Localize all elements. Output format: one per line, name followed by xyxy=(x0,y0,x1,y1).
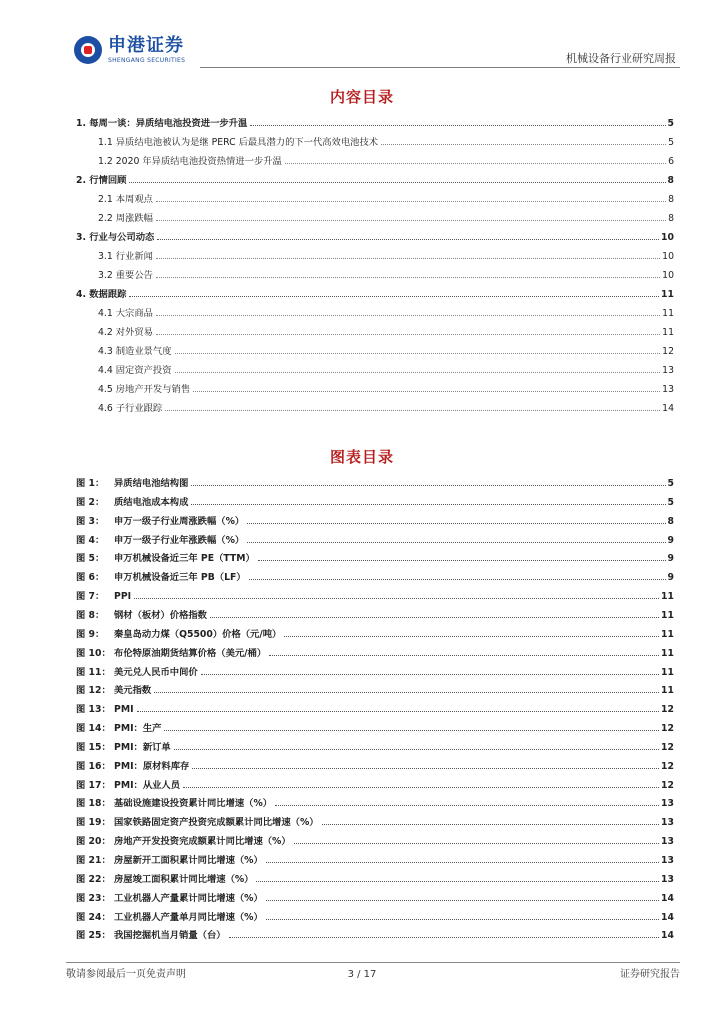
toc-entry[interactable] xyxy=(98,346,674,358)
toc-entry[interactable] xyxy=(76,175,674,187)
dot-leader xyxy=(275,804,659,806)
figure-entry-page: 9 xyxy=(667,534,674,546)
toc-entry[interactable] xyxy=(98,327,674,339)
figure-entry-label: 工业机器人产量累计同比增速（%） xyxy=(114,892,263,904)
figure-number: 图 14： xyxy=(76,723,111,735)
figure-entry[interactable] xyxy=(76,629,674,641)
figure-entry-page: 13 xyxy=(661,836,674,848)
figure-number: 图 24： xyxy=(76,911,111,923)
figure-number: 图 13： xyxy=(76,704,111,716)
figure-entry-label: 我国挖掘机当月销量（台） xyxy=(114,930,226,942)
toc-entry-label: 3.2 重要公告 xyxy=(98,270,153,281)
toc-entry-page: 11 xyxy=(662,308,674,319)
footer-disclaimer: 敬请参阅最后一页免责声明 xyxy=(66,969,186,980)
dot-leader xyxy=(156,314,660,316)
dot-leader xyxy=(156,257,660,259)
toc-entry-label: 1.2 2020 年异质结电池投资热情进一步升温 xyxy=(98,156,282,167)
dot-leader xyxy=(256,880,659,882)
figure-number: 图 18： xyxy=(76,798,111,810)
figure-entry-page: 11 xyxy=(661,628,674,640)
toc-entry-label: 4.1 大宗商品 xyxy=(98,308,153,319)
toc-entry-page: 5 xyxy=(667,118,674,129)
figure-number: 图 3： xyxy=(76,515,105,527)
toc-entry[interactable] xyxy=(76,118,674,130)
figure-number: 图 12： xyxy=(76,685,111,697)
dot-leader xyxy=(156,276,660,278)
toc-entry-label: 3.1 行业新闻 xyxy=(98,251,153,262)
figure-entry-label: 异质结电池结构图 xyxy=(114,478,189,489)
dot-leader xyxy=(294,842,659,844)
toc-entry[interactable] xyxy=(98,308,674,320)
toc-entry-label: 2. 行情回顾 xyxy=(76,175,127,186)
toc-entry-page: 13 xyxy=(662,384,674,395)
figure-entry-label: 美元兑人民币中间价 xyxy=(114,666,198,678)
figure-entry-label: PMI：从业人员 xyxy=(114,779,181,791)
dot-leader xyxy=(266,899,659,901)
toc-entry[interactable] xyxy=(98,213,674,225)
figure-entry-page: 8 xyxy=(667,515,674,527)
figure-entry-label: 秦皇岛动力煤（Q5500）价格（元/吨） xyxy=(114,628,282,640)
figure-entry-page: 9 xyxy=(667,553,674,565)
dot-leader xyxy=(269,654,659,656)
figure-entry-label: 房屋新开工面积累计同比增速（%） xyxy=(114,855,263,866)
page-number: 3 / 17 xyxy=(347,969,377,980)
toc-title: 内容目录 xyxy=(329,88,394,106)
figure-number: 图 9： xyxy=(76,628,105,640)
figure-entry-page: 14 xyxy=(661,892,674,904)
toc-entry[interactable] xyxy=(98,251,674,263)
dot-leader xyxy=(381,143,666,145)
figure-number: 图 1： xyxy=(76,478,105,489)
figure-entry-page: 13 xyxy=(661,798,674,810)
figure-entry[interactable] xyxy=(76,930,674,942)
figure-entry-label: PPI xyxy=(114,591,132,603)
figure-entry-page: 11 xyxy=(661,647,674,659)
toc-entry[interactable] xyxy=(76,232,674,244)
figure-number: 图 19： xyxy=(76,817,111,829)
toc-entry-page: 10 xyxy=(662,251,674,262)
toc-entry[interactable] xyxy=(98,137,674,149)
figure-entry-label: 国家铁路固定资产投资完成额累计同比增速（%） xyxy=(114,817,319,829)
page-header xyxy=(0,0,724,72)
dot-leader xyxy=(175,371,661,373)
figure-number: 图 25： xyxy=(76,930,111,942)
logo-emblem-icon xyxy=(74,36,102,64)
toc-entry-page: 12 xyxy=(662,346,674,357)
toc-entry-page: 10 xyxy=(661,232,674,243)
dot-leader xyxy=(258,559,666,561)
report-type: 机械设备行业研究周报 xyxy=(566,52,676,65)
figure-entry-label: 钢材（板材）价格指数 xyxy=(114,609,207,621)
toc-entry-label: 1. 每周一谈：异质结电池投资进一步升温 xyxy=(76,118,248,129)
toc-entry-page: 8 xyxy=(667,175,674,186)
figure-entry-page: 12 xyxy=(661,723,674,735)
figure-entry[interactable] xyxy=(76,798,674,810)
company-name-en: SHENGANG SECURITIES xyxy=(108,57,186,64)
figure-entry-page: 5 xyxy=(667,496,674,508)
figure-entry-label: 工业机器人产量单月同比增速（%） xyxy=(114,911,263,923)
toc-entry-label: 4.6 子行业跟踪 xyxy=(98,403,163,414)
dot-leader xyxy=(165,409,660,411)
figure-entry-page: 13 xyxy=(661,817,674,829)
dot-leader xyxy=(156,333,660,335)
header-divider xyxy=(200,67,680,68)
dot-leader xyxy=(129,181,665,183)
dot-leader xyxy=(285,162,666,164)
figure-entry[interactable] xyxy=(76,667,674,679)
figure-entry-label: PMI：生产 xyxy=(114,723,162,735)
figure-entry[interactable] xyxy=(76,912,674,924)
footer-report-label: 证券研究报告 xyxy=(620,969,680,980)
toc-entry-page: 14 xyxy=(662,403,674,414)
figure-number: 图 21： xyxy=(76,855,111,866)
figure-entry[interactable] xyxy=(76,780,674,792)
toc-entry-page: 13 xyxy=(662,365,674,376)
figure-entry-page: 11 xyxy=(661,609,674,621)
figure-entry-label: 申万机械设备近三年 PE（TTM） xyxy=(114,553,255,565)
dot-leader xyxy=(247,522,665,524)
figure-entry-page: 13 xyxy=(661,855,674,866)
figure-number: 图 11： xyxy=(76,666,111,678)
dot-leader xyxy=(129,295,659,297)
figure-entry-label: 房地产开发投资完成额累计同比增速（%） xyxy=(114,836,291,848)
company-name-cn: 申港证券 xyxy=(108,35,184,56)
dot-leader xyxy=(250,124,665,126)
figure-number: 图 22： xyxy=(76,873,111,885)
toc-entry-label: 2.1 本周观点 xyxy=(98,194,153,205)
dot-leader xyxy=(156,219,666,221)
toc-entry-label: 2.2 周涨跌幅 xyxy=(98,213,153,224)
figure-entry[interactable] xyxy=(76,610,674,622)
figure-list-title: 图表目录 xyxy=(329,448,394,466)
toc-entry-label: 1.1 异质结电池被认为是继 PERC 后最具潜力的下一代高效电池技术 xyxy=(98,137,379,148)
toc-entry-page: 10 xyxy=(662,270,674,281)
figure-entry-label: PMI xyxy=(114,704,134,716)
dot-leader xyxy=(229,936,659,938)
footer-divider xyxy=(66,962,680,963)
figure-entry-page: 12 xyxy=(661,760,674,772)
figure-entry-page: 11 xyxy=(661,685,674,697)
toc-entry-label: 4.5 房地产开发与销售 xyxy=(98,384,191,395)
dot-leader xyxy=(157,238,659,240)
toc-entry[interactable] xyxy=(98,194,674,206)
figure-number: 图 2： xyxy=(76,496,105,508)
company-logo xyxy=(74,36,199,70)
figure-entry[interactable] xyxy=(76,742,674,754)
figure-entry-label: 美元指数 xyxy=(114,685,152,697)
figure-entry[interactable] xyxy=(76,817,674,829)
dot-leader xyxy=(192,767,659,769)
dot-leader xyxy=(156,200,666,202)
dot-leader xyxy=(164,729,659,731)
figure-number: 图 16： xyxy=(76,760,111,772)
toc-entry[interactable] xyxy=(98,156,674,168)
figure-entry[interactable] xyxy=(76,761,674,773)
toc-entry-label: 3. 行业与公司动态 xyxy=(76,232,155,243)
dot-leader xyxy=(266,861,659,863)
toc-entry[interactable] xyxy=(76,289,674,301)
figure-entry[interactable] xyxy=(76,497,674,509)
dot-leader xyxy=(249,578,666,580)
dot-leader xyxy=(191,503,665,505)
toc-entry[interactable] xyxy=(98,365,674,377)
figure-entry-label: 申万一级子行业年涨跌幅（%） xyxy=(114,534,245,546)
figure-number: 图 23： xyxy=(76,892,111,904)
toc-entry-label: 4. 数据跟踪 xyxy=(76,289,127,300)
figure-number: 图 15： xyxy=(76,741,111,753)
figure-number: 图 6： xyxy=(76,572,105,584)
figure-entry-page: 9 xyxy=(667,572,674,584)
figure-entry[interactable] xyxy=(76,516,674,528)
figure-entry-label: 布伦特原油期货结算价格（美元/桶） xyxy=(114,647,267,659)
dot-leader xyxy=(137,710,660,712)
figure-entry[interactable] xyxy=(76,893,674,905)
dot-leader xyxy=(174,748,659,750)
figure-entry-label: PMI：原材料库存 xyxy=(114,760,190,772)
figure-number: 图 10： xyxy=(76,647,111,659)
figure-entry[interactable] xyxy=(76,836,674,848)
figure-entry-page: 14 xyxy=(661,911,674,923)
toc-entry-page: 11 xyxy=(662,327,674,338)
figure-entry[interactable] xyxy=(76,874,674,886)
toc-entry-label: 4.3 制造业景气度 xyxy=(98,346,172,357)
figure-entry[interactable] xyxy=(76,478,674,490)
figure-entry[interactable] xyxy=(76,855,674,867)
dot-leader xyxy=(134,597,659,599)
figure-number: 图 8： xyxy=(76,609,105,621)
toc-entry-page: 8 xyxy=(668,213,674,224)
figure-entry[interactable] xyxy=(76,572,674,584)
toc-entry-page: 11 xyxy=(661,289,674,300)
figure-entry[interactable] xyxy=(76,704,674,716)
figure-entry-label: 申万一级子行业周涨跌幅（%） xyxy=(114,515,245,527)
dot-leader xyxy=(193,390,660,392)
toc-entry[interactable] xyxy=(98,270,674,282)
figure-number: 图 17： xyxy=(76,779,111,791)
figure-number: 图 5： xyxy=(76,553,105,565)
toc-entry-page: 8 xyxy=(668,194,674,205)
figure-entry[interactable] xyxy=(76,591,674,603)
figure-entry-label: 申万机械设备近三年 PB（LF） xyxy=(114,572,246,584)
figure-entry-page: 11 xyxy=(661,591,674,603)
dot-leader xyxy=(183,786,659,788)
figure-entry-page: 14 xyxy=(661,930,674,942)
toc-entry[interactable] xyxy=(98,384,674,396)
dot-leader xyxy=(175,352,661,354)
figure-entry[interactable] xyxy=(76,553,674,565)
toc-entry[interactable] xyxy=(98,403,674,415)
toc-entry-page: 6 xyxy=(668,156,674,167)
figure-entry[interactable] xyxy=(76,535,674,547)
figure-entry-label: PMI：新订单 xyxy=(114,741,171,753)
figure-entry-label: 房屋竣工面积累计同比增速（%） xyxy=(114,873,254,885)
figure-entry-page: 12 xyxy=(661,779,674,791)
figure-entry[interactable] xyxy=(76,723,674,735)
toc-entry-label: 4.2 对外贸易 xyxy=(98,327,153,338)
dot-leader xyxy=(247,541,665,543)
toc-entry-page: 5 xyxy=(668,137,674,148)
dot-leader xyxy=(191,484,665,486)
figure-entry-page: 12 xyxy=(661,704,674,716)
figure-entry[interactable] xyxy=(76,648,674,660)
figure-number: 图 7： xyxy=(76,591,105,603)
figure-entry-page: 11 xyxy=(661,666,674,678)
dot-leader xyxy=(322,823,659,825)
dot-leader xyxy=(201,673,659,675)
figure-entry-label: 质结电池成本构成 xyxy=(114,496,189,508)
figure-entry-page: 5 xyxy=(667,478,674,489)
dot-leader xyxy=(284,635,659,637)
dot-leader xyxy=(154,691,659,693)
figure-entry-label: 基础设施建设投资累计同比增速（%） xyxy=(114,798,273,810)
figure-entry-page: 13 xyxy=(661,873,674,885)
figure-entry[interactable] xyxy=(76,685,674,697)
figure-number: 图 20： xyxy=(76,836,111,848)
toc-entry-label: 4.4 固定资产投资 xyxy=(98,365,172,376)
dot-leader xyxy=(210,616,659,618)
figure-entry-page: 12 xyxy=(661,741,674,753)
dot-leader xyxy=(266,918,659,920)
figure-number: 图 4： xyxy=(76,534,105,546)
